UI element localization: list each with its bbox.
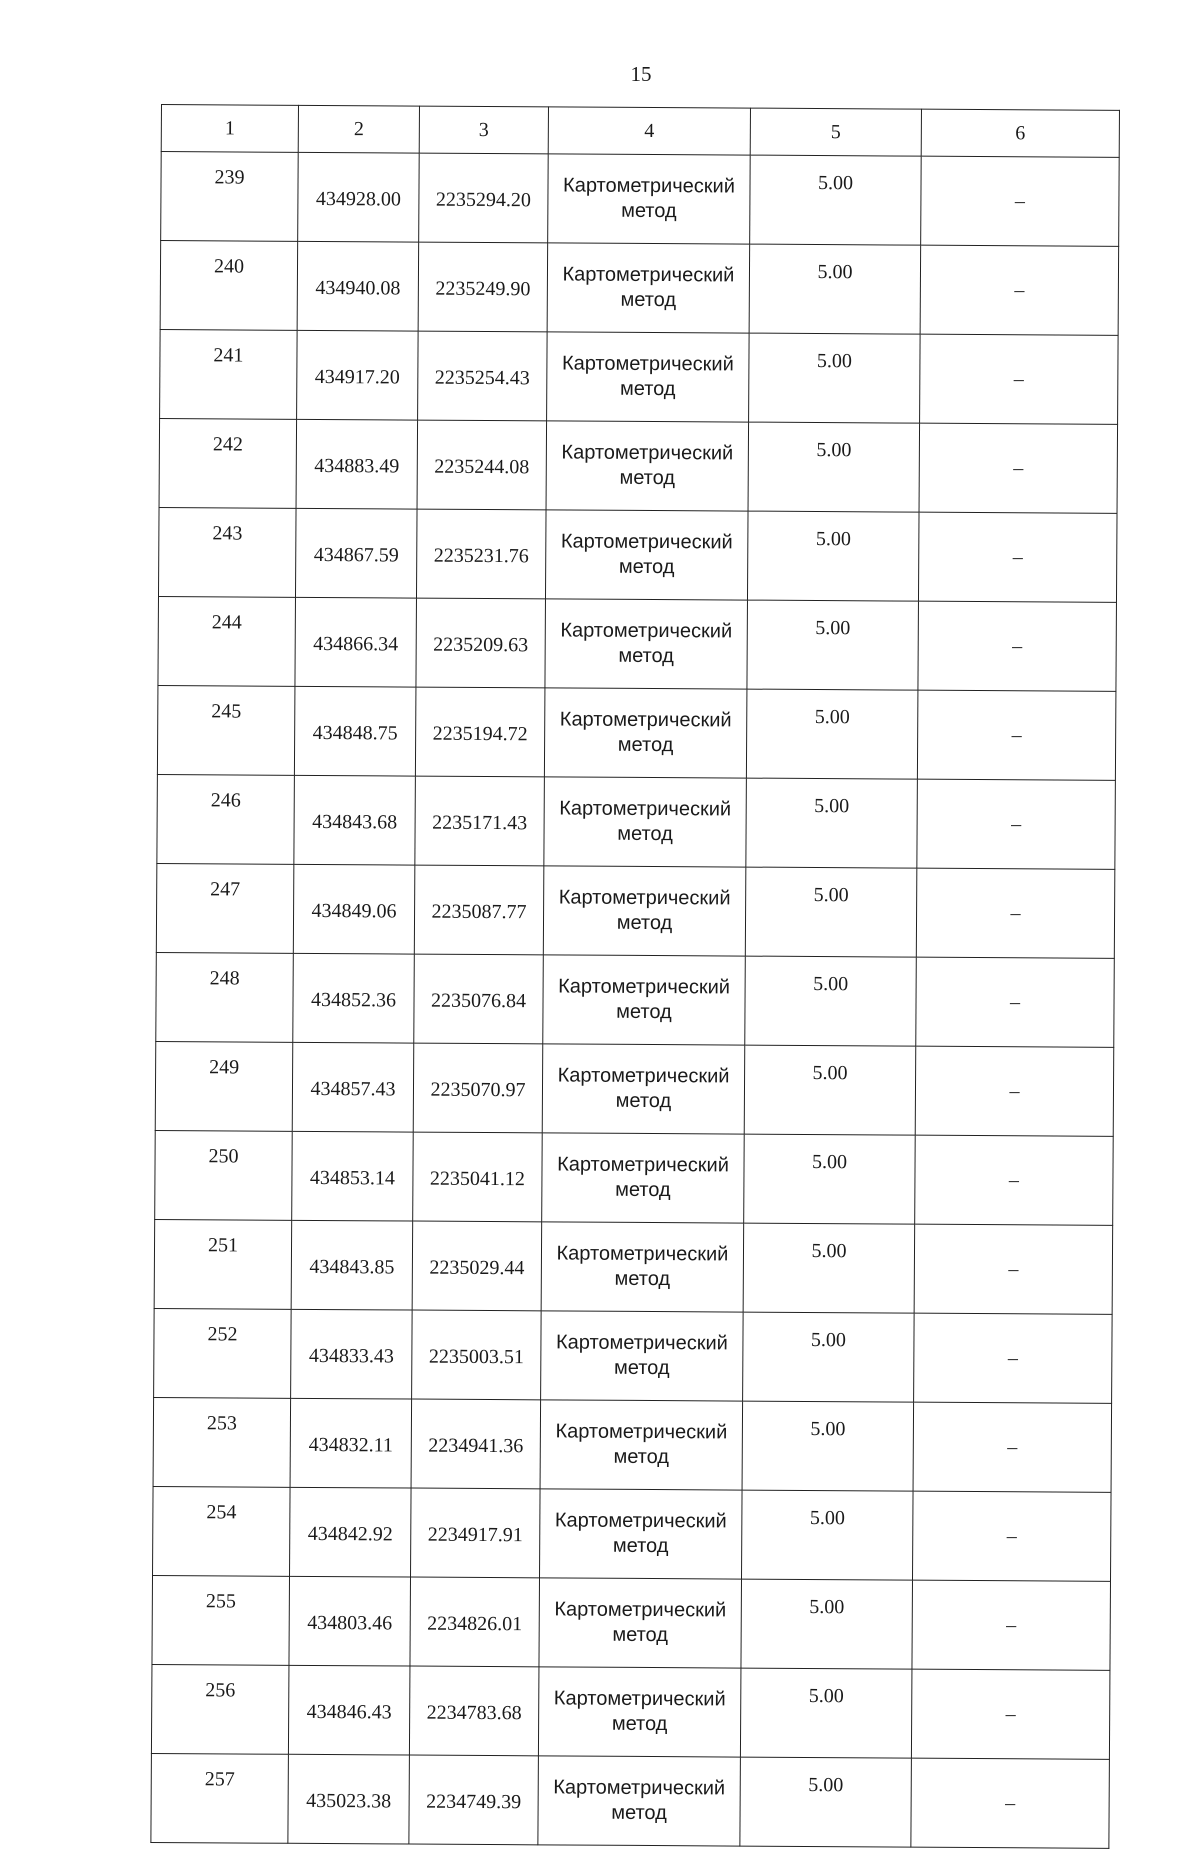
x-coordinate-cell: 434883.49 <box>296 419 418 509</box>
accuracy-cell: 5.00 <box>742 1401 914 1491</box>
table-row <box>154 1308 1113 1403</box>
table-row <box>159 418 1118 513</box>
method-text-line-2: метод <box>619 377 676 401</box>
note-cell: – <box>917 690 1116 780</box>
point-number-cell: 255 <box>152 1575 290 1665</box>
note-cell: – <box>912 1491 1111 1581</box>
y-coordinate-cell: 2235254.43 <box>418 331 548 421</box>
method-text-line-2: метод <box>619 466 676 490</box>
y-coordinate-cell: 2235041.12 <box>413 1132 543 1222</box>
method-text-line-1: Картометрический <box>561 352 734 376</box>
accuracy-cell: 5.00 <box>744 1045 916 1135</box>
method-text-line-2: метод <box>611 1712 668 1736</box>
method-text-line-2: метод <box>612 1534 669 1558</box>
method-text-line-1: Картометрический <box>553 1776 726 1800</box>
method-cell <box>547 332 750 422</box>
x-coordinate-cell: 434867.59 <box>295 508 417 598</box>
table-row <box>156 863 1115 958</box>
y-coordinate-cell: 2234826.01 <box>410 1577 540 1667</box>
column-header: 2 <box>298 105 419 153</box>
table-row <box>160 329 1119 424</box>
note-cell: – <box>911 1669 1110 1759</box>
note-cell: – <box>916 868 1115 958</box>
x-coordinate-cell: 434848.75 <box>294 686 416 776</box>
method-text-line-1: Картометрический <box>559 797 732 821</box>
note-cell: – <box>921 156 1120 246</box>
accuracy-cell: 5.00 <box>748 422 920 512</box>
y-coordinate-cell: 2235076.84 <box>414 954 544 1044</box>
accuracy-cell: 5.00 <box>740 1757 912 1847</box>
point-number-cell: 250 <box>155 1130 293 1220</box>
note-cell: – <box>919 423 1118 513</box>
table-row <box>155 1130 1114 1225</box>
accuracy-cell: 5.00 <box>745 956 917 1046</box>
y-coordinate-cell: 2234783.68 <box>409 1666 539 1756</box>
method-cell <box>538 1756 741 1846</box>
accuracy-cell: 5.00 <box>741 1579 913 1669</box>
table-row <box>156 952 1115 1047</box>
method-cell <box>547 243 750 333</box>
x-coordinate-cell: 434928.00 <box>298 152 420 242</box>
table-row <box>154 1219 1113 1314</box>
point-number-cell: 247 <box>156 863 294 953</box>
method-text-line-2: метод <box>618 644 674 668</box>
method-cell <box>544 777 747 867</box>
x-coordinate-cell: 434849.06 <box>293 864 415 954</box>
y-coordinate-cell: 2235231.76 <box>416 509 546 599</box>
method-cell <box>543 955 746 1045</box>
method-text-line-2: метод <box>615 1178 671 1202</box>
y-coordinate-cell: 2234917.91 <box>411 1488 541 1578</box>
note-cell: – <box>912 1580 1111 1670</box>
table-row <box>153 1397 1112 1492</box>
y-coordinate-cell: 2234749.39 <box>409 1755 539 1845</box>
y-coordinate-cell: 2235194.72 <box>415 687 545 777</box>
method-text-line-1: Картометрический <box>560 619 733 643</box>
note-cell: – <box>915 1135 1114 1225</box>
y-coordinate-cell: 2235249.90 <box>418 242 548 332</box>
method-cell <box>539 1578 742 1668</box>
method-text-line-1: Картометрический <box>560 530 733 554</box>
method-cell <box>544 688 747 778</box>
column-header: 4 <box>548 107 750 155</box>
accuracy-cell: 5.00 <box>749 244 921 334</box>
table-row <box>157 685 1116 780</box>
y-coordinate-cell: 2235087.77 <box>414 865 544 955</box>
note-cell: – <box>920 334 1119 424</box>
method-text-line-1: Картометрический <box>558 975 731 999</box>
note-cell: – <box>918 601 1117 691</box>
x-coordinate-cell: 434940.08 <box>297 241 419 331</box>
method-cell <box>546 421 749 511</box>
y-coordinate-cell: 2235070.97 <box>413 1043 543 1133</box>
method-cell <box>541 1311 744 1401</box>
x-coordinate-cell: 434853.14 <box>292 1131 414 1221</box>
method-text-line-2: метод <box>617 822 673 846</box>
point-number-cell: 254 <box>153 1486 291 1576</box>
accuracy-cell: 5.00 <box>747 600 919 690</box>
y-coordinate-cell: 2234941.36 <box>411 1399 541 1489</box>
method-cell <box>538 1667 741 1757</box>
point-number-cell: 243 <box>158 507 296 597</box>
x-coordinate-cell: 434843.68 <box>294 775 416 865</box>
accuracy-cell: 5.00 <box>743 1312 915 1402</box>
note-cell: – <box>918 512 1117 602</box>
table-row <box>158 507 1117 602</box>
accuracy-cell: 5.00 <box>742 1490 914 1580</box>
x-coordinate-cell: 434842.92 <box>290 1487 412 1577</box>
note-cell: – <box>915 1046 1114 1136</box>
point-number-cell: 252 <box>154 1308 292 1398</box>
x-coordinate-cell: 434832.11 <box>290 1398 412 1488</box>
y-coordinate-cell: 2235171.43 <box>415 776 545 866</box>
method-text-line-2: метод <box>611 1801 667 1825</box>
note-cell: – <box>914 1313 1113 1403</box>
x-coordinate-cell: 434843.85 <box>291 1220 413 1310</box>
note-cell: – <box>911 1758 1110 1848</box>
x-coordinate-cell: 434846.43 <box>288 1665 410 1755</box>
accuracy-cell: 5.00 <box>740 1668 912 1758</box>
table-row <box>160 241 1119 336</box>
method-text-line-1: Картометрический <box>557 1153 729 1177</box>
table-body <box>151 152 1119 1849</box>
y-coordinate-cell: 2235003.51 <box>412 1310 542 1400</box>
method-text-line-1: Картометрический <box>554 1598 727 1622</box>
method-text-line-1: Картометрический <box>555 1331 728 1355</box>
table-row <box>161 152 1120 247</box>
method-text-line-2: метод <box>620 288 677 312</box>
method-text-line-1: Картометрический <box>556 1242 729 1266</box>
table-row <box>152 1575 1111 1670</box>
method-text-line-1: Картометрический <box>563 174 735 198</box>
method-text-line-2: метод <box>616 911 673 935</box>
method-text-line-1: Картометрический <box>555 1420 728 1444</box>
point-number-cell: 241 <box>160 329 298 419</box>
method-text-line-1: Картометрический <box>553 1687 726 1711</box>
method-cell <box>545 599 748 689</box>
method-cell <box>542 1044 745 1134</box>
point-number-cell: 244 <box>158 596 296 686</box>
x-coordinate-cell: 434803.46 <box>289 1576 411 1666</box>
y-coordinate-cell: 2235209.63 <box>416 598 546 688</box>
point-number-cell: 253 <box>153 1397 291 1487</box>
point-number-cell: 256 <box>151 1664 289 1754</box>
accuracy-cell: 5.00 <box>750 155 922 245</box>
column-header: 5 <box>750 108 921 156</box>
x-coordinate-cell: 434833.43 <box>291 1309 413 1399</box>
method-cell <box>543 866 746 956</box>
method-text-line-2: метод <box>615 1089 672 1113</box>
x-coordinate-cell: 434917.20 <box>297 330 419 420</box>
point-number-cell: 242 <box>159 418 297 508</box>
method-text-line-2: метод <box>621 199 677 223</box>
point-number-cell: 251 <box>154 1219 292 1309</box>
table-row <box>151 1664 1110 1759</box>
accuracy-cell: 5.00 <box>743 1223 915 1313</box>
method-cell <box>542 1133 745 1223</box>
method-text-line-1: Картометрический <box>559 708 732 732</box>
column-header: 1 <box>161 105 298 153</box>
column-header: 3 <box>419 106 548 154</box>
y-coordinate-cell: 2235294.20 <box>419 153 549 243</box>
point-number-cell: 240 <box>160 241 298 331</box>
table-row <box>155 1041 1114 1136</box>
point-number-cell: 257 <box>151 1753 289 1843</box>
table-row <box>158 596 1117 691</box>
table-row <box>151 1753 1110 1848</box>
point-number-cell: 245 <box>157 685 295 775</box>
x-coordinate-cell: 434852.36 <box>293 953 415 1043</box>
method-cell <box>540 1400 743 1490</box>
method-cell <box>541 1222 744 1312</box>
point-number-cell: 249 <box>155 1041 293 1131</box>
method-text-line-2: метод <box>617 733 674 757</box>
accuracy-cell: 5.00 <box>744 1134 916 1224</box>
accuracy-cell: 5.00 <box>749 333 921 423</box>
method-text-line-2: метод <box>612 1623 668 1647</box>
method-text-line-1: Картометрический <box>554 1509 727 1533</box>
table-row <box>153 1486 1112 1581</box>
table-row <box>157 774 1116 869</box>
method-text-line-2: метод <box>614 1267 671 1291</box>
method-text-line-1: Картометрический <box>562 263 735 287</box>
accuracy-cell: 5.00 <box>746 689 918 779</box>
point-number-cell: 239 <box>161 152 299 242</box>
accuracy-cell: 5.00 <box>746 778 918 868</box>
note-cell: – <box>916 957 1115 1047</box>
column-header: 6 <box>921 109 1119 157</box>
method-cell <box>548 154 751 244</box>
table-header-row <box>161 105 1119 158</box>
note-cell: – <box>920 245 1119 335</box>
x-coordinate-cell: 434857.43 <box>292 1042 414 1132</box>
method-text-line-2: метод <box>616 1000 672 1024</box>
coordinates-table <box>150 104 1120 1849</box>
method-cell <box>545 510 748 600</box>
method-text-line-1: Картометрический <box>561 441 734 465</box>
x-coordinate-cell: 435023.38 <box>288 1754 410 1844</box>
point-number-cell: 246 <box>157 774 295 864</box>
method-text-line-1: Картометрический <box>557 1064 730 1088</box>
page-number: 15 <box>630 62 652 86</box>
note-cell: – <box>914 1224 1113 1314</box>
note-cell: – <box>913 1402 1112 1492</box>
method-text-line-2: метод <box>613 1445 670 1469</box>
note-cell: – <box>917 779 1116 869</box>
method-text-line-2: метод <box>613 1356 670 1380</box>
accuracy-cell: 5.00 <box>747 511 919 601</box>
accuracy-cell: 5.00 <box>745 867 917 957</box>
method-text-line-1: Картометрический <box>558 886 731 910</box>
point-number-cell: 248 <box>156 952 294 1042</box>
x-coordinate-cell: 434866.34 <box>295 597 417 687</box>
method-text-line-2: метод <box>618 555 675 579</box>
y-coordinate-cell: 2235029.44 <box>412 1221 542 1311</box>
method-cell <box>540 1489 743 1579</box>
y-coordinate-cell: 2235244.08 <box>417 420 547 510</box>
